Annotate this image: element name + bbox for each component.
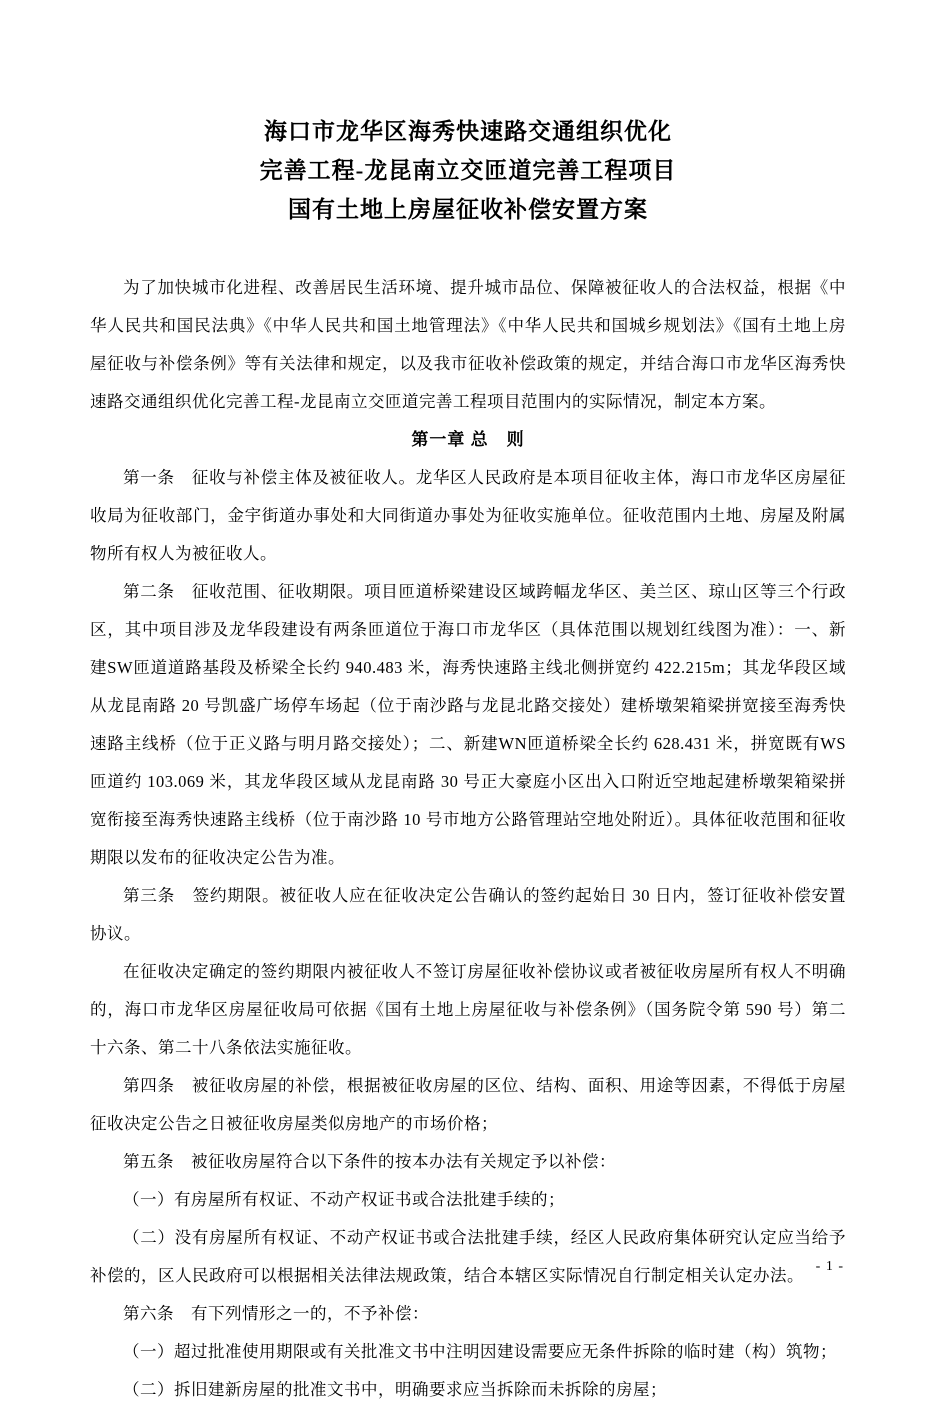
paragraph-article-5: 第五条 被征收房屋符合以下条件的按本办法有关规定予以补偿： [123, 1152, 616, 1171]
title-line: 完善工程-龙昆南立交匝道完善工程项目 [259, 158, 677, 183]
paragraph-article-3: 第三条 签约期限。被征收人应在征收决定公告确认的签约起始日 30 日内，签订征收补偿安置协议。 [90, 886, 846, 943]
intro-paragraph: 为了加快城市化进程、改善居民生活环境、提升城市品位、保障被征收人的合法权益，根据《中华人民共和国民法典》《中华人民共和国土地管理法》《中华人民共和国城乡规划法》《国有土地上房屋征收与补偿条例》等有关法律和规定，以及我市征收补偿政策的规定，并结合海口市龙华区海秀快速路交通组织优化完善工程-龙昆南立交匝道完善工程项目范围内的实际情况，制定本方案。 [90, 278, 846, 411]
paragraph-article-4: 第四条 被征收房屋的补偿，根据被征收房屋的区位、结构、面积、用途等因素，不得低于房屋征收决定公告之日被征收房屋类似房地产的市场价格； [90, 1076, 846, 1133]
title-line: 海口市龙华区海秀快速路交通组织优化 [264, 119, 672, 144]
paragraph-article-6-item-2: （二）拆旧建新房屋的批准文书中，明确要求应当拆除而未拆除的房屋； [123, 1380, 667, 1399]
document-body [90, 269, 846, 1409]
page-number: - 1 - [815, 1259, 844, 1274]
paragraph-article-2: 第二条 征收范围、征收期限。项目匝道桥梁建设区域跨幅龙华区、美兰区、琼山区等三个行政区，其中项目涉及龙华段建设有两条匝道位于海口市龙华区（具体范围以规划红线图为准）：一、新建SW匝道道路基段及桥梁全长约 940.483 米，海秀快速路主线北侧拼宽约 422.215m；其龙华段区域从龙昆南路 20 号凯盛广场停车场起（位于南沙路与龙昆北路交接处）建桥墩架箱梁拼宽接至海秀快速路主线桥（位于正义路与明月路交接处）；二、新建WN匝道桥梁全长约 628.431 米，拼宽既有WS匝道约 103.069 米，其龙华段区域从龙昆南路 30 号正大豪庭小区出入口附近空地起建桥墩架箱梁拼宽衔接至海秀快速路主线桥（位于南沙路 10 号市地方公路管理站空地处附近）。具体征收范围和征收期限以发布的征收决定公告为准。 [90, 582, 846, 867]
paragraph-article-3-continued: 在征收决定确定的签约期限内被征收人不签订房屋征收补偿协议或者被征收房屋所有权人不明确的，海口市龙华区房屋征收局可依据《国有土地上房屋征收与补偿条例》（国务院令第 590 号）第二十六条、第二十八条依法实施征收。 [90, 962, 846, 1057]
paragraph-article-5-item-2: （二）没有房屋所有权证、不动产权证书或合法批建手续，经区人民政府集体研究认定应当给予补偿的，区人民政府可以根据相关法律法规政策，结合本辖区实际情况自行制定相关认定办法。 [90, 1228, 846, 1285]
paragraph-article-1: 第一条 征收与补偿主体及被征收人。龙华区人民政府是本项目征收主体，海口市龙华区房屋征收局为征收部门，金宇街道办事处和大同街道办事处为征收实施单位。征收范围内土地、房屋及附属物所有权人为被征收人。 [90, 468, 846, 563]
paragraph-article-5-item-1: （一）有房屋所有权证、不动产权证书或合法批建手续的； [123, 1190, 565, 1209]
title-line: 国有土地上房屋征收补偿安置方案 [288, 197, 648, 222]
paragraph-article-6-item-1: （一）超过批准使用期限或有关批准文书中注明因建设需要应无条件拆除的临时建（构）筑物； [123, 1342, 837, 1361]
paragraph-article-6: 第六条 有下列情形之一的，不予补偿： [123, 1304, 429, 1323]
chapter-heading: 第一章 总 则 [411, 430, 525, 449]
document-title [90, 112, 846, 229]
